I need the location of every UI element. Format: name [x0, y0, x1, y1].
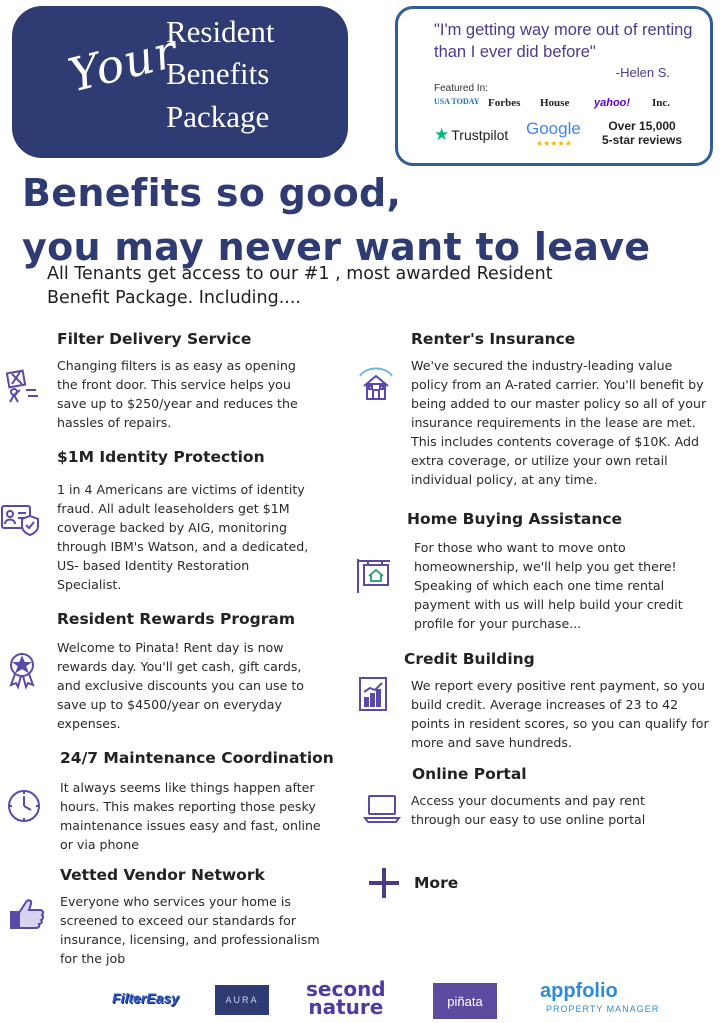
forbes-logo: Forbes [488, 97, 521, 109]
award-ribbon-icon [4, 650, 44, 690]
benefit-title-vendor-network: Vetted Vendor Network [60, 866, 265, 884]
headline-line-1: Benefits so good, [22, 171, 402, 215]
growth-chart-icon [356, 676, 396, 716]
google-wordmark: Google [526, 119, 581, 138]
benefit-title-rewards: Resident Rewards Program [57, 610, 296, 628]
second-nature-line-1: second [306, 977, 386, 1001]
trustpilot-logo: ★ Trustpilot [434, 125, 509, 144]
second-nature-line-2: nature [308, 995, 384, 1019]
house-umbrella-icon [356, 364, 396, 404]
thumbs-up-icon [8, 894, 48, 934]
benefit-body-rewards: Welcome to Pinata! Rent day is now rewards day. You'll get cash, gift cards, and exclusive discounts you can use to save up to $4500/year on everyday expenses. [57, 640, 304, 731]
laptop-icon [363, 790, 403, 830]
benefit-title-home-buying: Home Buying Assistance [407, 510, 623, 528]
appfolio-logo: appfolio [540, 980, 618, 1002]
benefit-title-maintenance: 24/7 Maintenance Coordination [60, 749, 334, 767]
second-nature-logo [306, 977, 386, 1019]
page-headline [22, 166, 650, 274]
star-icon: ★ [434, 125, 450, 144]
intro-text [47, 262, 667, 310]
benefit-body-vendor-network: Everyone who services your home is screened to exceed our standards for insurance, licensing, and professionalism for the job [60, 894, 320, 966]
for-sale-sign-icon [354, 555, 394, 595]
benefit-body-renters-insurance: We've secured the industry-leading value policy from an A-rated carrier. You'll benefit by being added to our master policy so all of your insurance requirements in the lease are met. This includes contents coverage of $10K. Add extra coverage, or utilize your own retail individual policy, at any time. [411, 358, 707, 487]
benefit-body-online-portal: Access your documents and pay rent through our easy to use online portal [411, 793, 646, 827]
plus-icon[interactable] [366, 864, 406, 904]
filtereasy-logo: FilterEasy [112, 990, 179, 1006]
review-count-number: Over 15,000 [608, 119, 676, 133]
clock-icon [6, 788, 46, 828]
benefit-title-identity-protection: $1M Identity Protection [57, 448, 265, 466]
intro-line-1: All Tenants get access to our #1 , most awarded Resident [47, 264, 553, 284]
house-logo: House [540, 97, 570, 109]
pinata-logo: piñata [433, 983, 497, 1019]
usa-today-logo: USA TODAY [434, 97, 480, 106]
badge-line-3: Package [166, 99, 270, 134]
badge-script-word: Your [63, 23, 183, 103]
benefit-title-credit-building: Credit Building [404, 650, 535, 668]
benefit-title-renters-insurance: Renter's Insurance [411, 330, 576, 348]
testimonial-author: -Helen S. [615, 65, 670, 80]
testimonial-box [395, 6, 713, 166]
review-count-label: 5-star reviews [602, 133, 683, 147]
benefit-body-credit-building: We report every positive rent payment, so you build credit. Average increases of 23 to 42 points in resident scores, so you can qualify for more and save hundreds. [411, 678, 709, 750]
filter-delivery-icon [0, 366, 40, 406]
benefit-title-filter-delivery: Filter Delivery Service [57, 330, 252, 348]
more-link[interactable]: More [414, 874, 459, 892]
benefit-body-maintenance: It always seems like things happen after hours. This makes reporting those pesky maintenance issues easy and fast, online or via phone [60, 780, 321, 852]
benefit-title-online-portal: Online Portal [412, 765, 527, 783]
benefit-body-home-buying: For those who want to move onto homeownership, we'll help you get there! Speaking of which each one time rental payment with us will help build your credit profile for your purchase... [414, 540, 683, 631]
testimonial-quote: "I'm getting way more out of renting than I ever did before" [434, 21, 693, 61]
google-rating-stars-icon: ★★★★★ [536, 139, 572, 148]
inc-logo: Inc. [652, 97, 671, 109]
badge-line-1: Resident [166, 14, 275, 49]
badge-line-2: Benefits [166, 56, 270, 91]
benefit-body-identity-protection: 1 in 4 Americans are victims of identity fraud. All adult leaseholders get $1M coverage backed by AIG, monitoring through IBM's Watson, and a dedicated, US- based Identity Restoration Specialist. [57, 482, 309, 592]
id-card-icon [0, 498, 40, 538]
benefit-body-filter-delivery: Changing filters is as easy as opening the front door. This service helps you save up to $250/year and reduces the hassles of repairs. [57, 358, 298, 430]
headline-line-2: you may never want to leave [22, 225, 651, 269]
featured-label: Featured In: [434, 83, 488, 94]
review-count [602, 119, 682, 147]
aura-logo: AURA [215, 985, 269, 1015]
intro-line-2: Benefit Package. Including.... [47, 288, 301, 308]
appfolio-subtitle: PROPERTY MANAGER [546, 1004, 660, 1014]
yahoo-logo: yahoo! [594, 97, 631, 109]
google-logo [526, 119, 581, 139]
